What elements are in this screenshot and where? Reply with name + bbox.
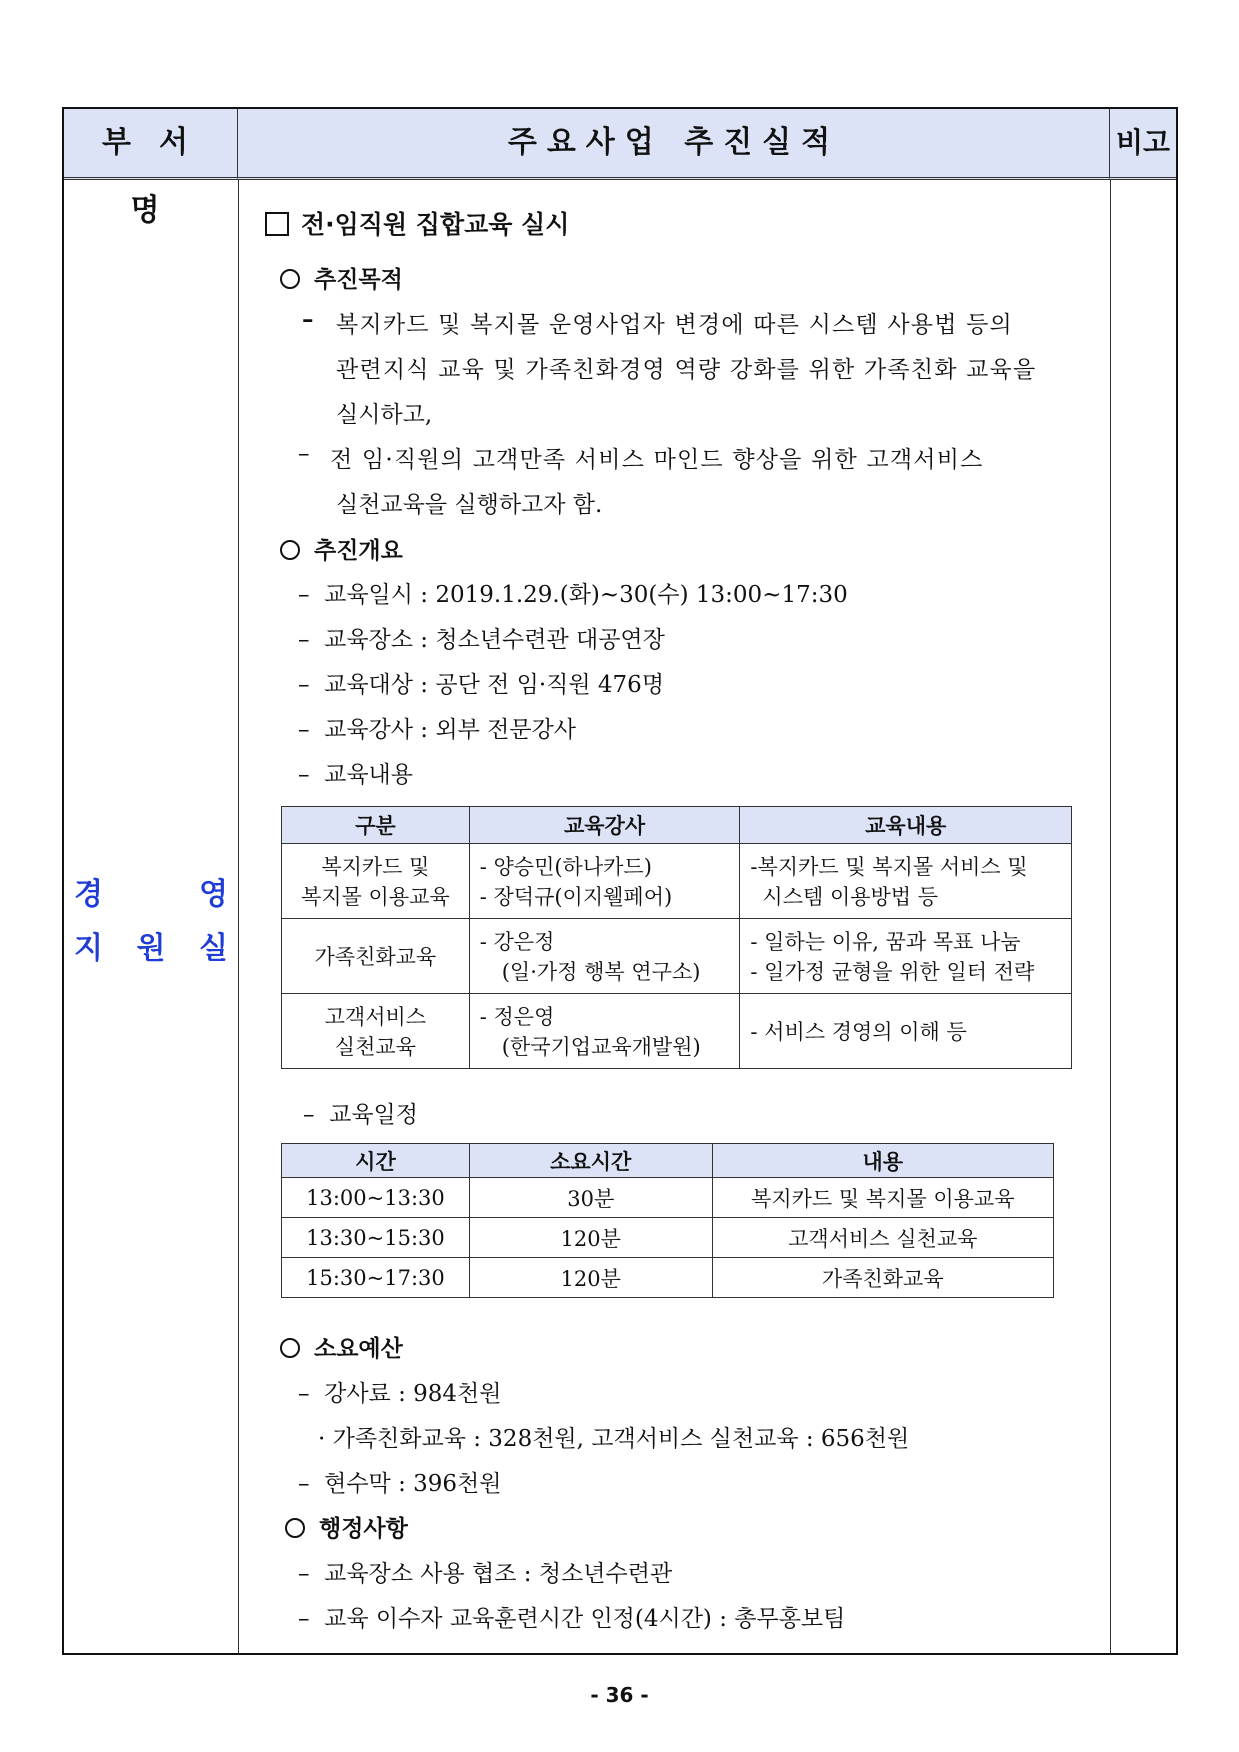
table-row [282,919,1072,994]
dash-bullet: – [298,441,310,467]
header-dept-label: 부서명 [102,125,216,228]
table-cell: - 정은영 (한국기업교육개발원) [469,994,740,1069]
table-cell: -복지카드 및 복지몰 서비스 및 시스템 이용방법 등 [740,844,1072,919]
table-header: 소요시간 [469,1144,712,1178]
table-header: 내용 [712,1144,1053,1178]
overview-item: – 교육내용 [298,762,413,788]
purpose-line: 전 임·직원의 고객만족 서비스 마인드 향상을 위한 고객서비스 [330,447,984,473]
overview-item: – 교육장소 : 청소년수련관 대공연장 [298,627,665,653]
budget-line: – 강사료 : 984천원 [298,1381,502,1407]
budget-line-text: 강사료 : 984천원 [324,1381,502,1407]
overview-item-text: 교육일시 : 2019.1.29.(화)~30(수) 13:00~17:30 [324,582,848,608]
header-main-cell [238,109,1110,180]
purpose-line: 실천교육을 실행하고자 함. [336,492,603,518]
overview-item-text: 교육강사 : 외부 전문강사 [324,717,576,743]
square-bullet-icon [265,212,289,236]
purpose-line: 관련지식 교육 및 가족친화경영 역량 강화를 위한 가족친화 교육을 [336,357,1037,383]
budget-heading-text: 소요예산 [314,1336,403,1362]
overview-heading-text: 추진개요 [314,538,403,564]
content-table [281,806,1072,1069]
table-row [282,1218,1054,1258]
table-cell: 15:30~17:30 [282,1258,470,1298]
table-cell: 고객서비스 실천교육 [712,1218,1053,1258]
overview-item-text: 교육내용 [324,762,413,788]
circle-bullet-icon [280,269,300,289]
overview-item: – 교육대상 : 공단 전 임·직원 476명 [298,672,665,698]
table-cell: 120분 [469,1258,712,1298]
circle-bullet-icon [280,540,300,560]
schedule-label: – 교육일정 [303,1102,418,1128]
header-note-cell [1110,109,1176,180]
table-cell: 고객서비스 실천교육 [282,994,470,1069]
dept-char: 영 [199,877,228,912]
header-dept-cell [64,109,238,228]
section-title [265,205,569,241]
table-row [282,1258,1054,1298]
table-cell: - 일하는 이유, 꿈과 목표 나눔 - 일가정 균형을 위한 일터 전략 [740,919,1072,994]
table-header: 교육내용 [740,807,1072,844]
overview-item: – 교육일시 : 2019.1.29.(화)~30(수) 13:00~17:30 [298,582,848,608]
purpose-line: 실시하고, [336,402,433,428]
budget-heading [280,1330,403,1363]
table-cell: 13:00~13:30 [282,1178,470,1218]
admin-line-text: 교육 이수자 교육훈련시간 인정(4시간) : 총무홍보팀 [324,1606,846,1632]
overview-item-text: 교육장소 : 청소년수련관 대공연장 [324,627,665,653]
circle-bullet-icon [285,1518,305,1538]
table-row [282,844,1072,919]
table-row [282,994,1072,1069]
purpose-heading [280,261,403,294]
dept-char: 원 [136,931,166,966]
admin-line-text: 교육장소 사용 협조 : 청소년수련관 [324,1561,673,1587]
purpose-heading-text: 추진목적 [314,267,403,293]
admin-heading-text: 행정사항 [319,1516,408,1542]
overview-item: – 교육강사 : 외부 전문강사 [298,717,576,743]
table-cell: 가족친화교육 [712,1258,1053,1298]
header-main-label: 주요사업 추진실적 [507,125,841,160]
budget-line: · 가족친화교육 : 328천원, 고객서비스 실천교육 : 656천원 [318,1426,910,1452]
budget-line-text: 현수막 : 396천원 [324,1471,502,1497]
table-cell: - 양승민(하나카드) - 장덕규(이지웰페어) [469,844,740,919]
table-cell: - 강은정 (일·가정 행복 연구소) [469,919,740,994]
table-header: 교육강사 [469,807,740,844]
overview-heading [280,532,403,565]
dept-char: 지 [74,931,103,966]
budget-line: – 현수막 : 396천원 [298,1471,502,1497]
table-cell: 복지카드 및 복지몰 이용교육 [712,1178,1053,1218]
table-cell: 30분 [469,1178,712,1218]
table-row [282,1178,1054,1218]
table-header: 시간 [282,1144,470,1178]
page-number: - 36 - [590,1683,649,1707]
column-divider [1110,180,1111,1653]
admin-line: – 교육장소 사용 협조 : 청소년수련관 [298,1561,673,1587]
header-note-label: 비고 [1115,126,1171,159]
table-header: 구분 [282,807,470,844]
table-cell: 13:30~15:30 [282,1218,470,1258]
table-cell: 120분 [469,1218,712,1258]
dept-char: 경 [74,877,103,912]
purpose-line: 복지카드 및 복지몰 운영사업자 변경에 따른 시스템 사용법 등의 [336,312,1013,338]
table-cell: 가족친화교육 [282,919,470,994]
dash-bullet: – [302,306,314,333]
circle-bullet-icon [280,1338,300,1358]
admin-heading [285,1510,408,1543]
overview-item-text: 교육대상 : 공단 전 임·직원 476명 [324,672,665,698]
dept-char: 실 [199,931,228,966]
table-cell: 복지카드 및 복지몰 이용교육 [282,844,470,919]
section-title-text: 전·임직원 집합교육 실시 [301,210,570,239]
column-divider [238,180,239,1653]
schedule-table [281,1143,1054,1298]
schedule-label-text: 교육일정 [329,1102,418,1128]
table-cell: - 서비스 경영의 이해 등 [740,994,1072,1069]
admin-line: – 교육 이수자 교육훈련시간 인정(4시간) : 총무홍보팀 [298,1606,846,1632]
